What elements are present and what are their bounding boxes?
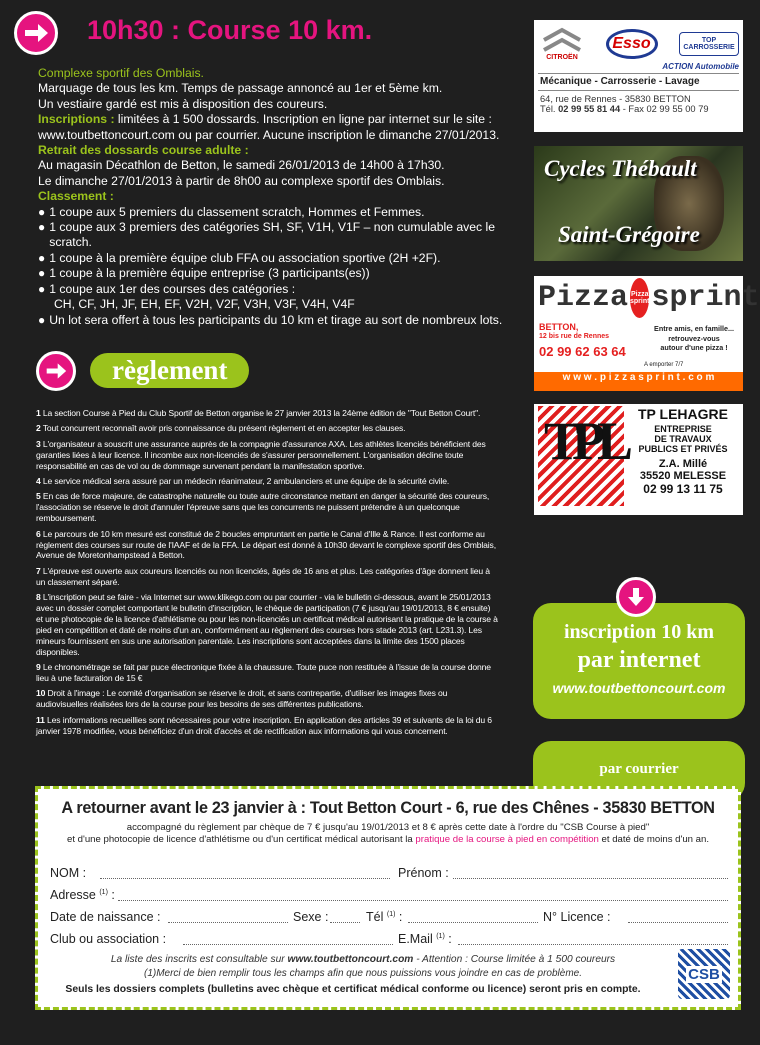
pizza-slogan-3: autour d'une pizza !	[660, 343, 728, 352]
company-name: ACTION Automobile	[662, 62, 739, 71]
reglement-title: règlement	[90, 353, 249, 388]
inscription-label: inscription 10 km	[563, 621, 715, 643]
rule-item: 11 Les informations recueillies sont nécessaires pour votre inscription. En application des articles 39 et suivants de la loi du 6 janvier 1978 modifiée, vous bénéficiez d'un droit d'accès et de rectification aux informations qui vous concernent.	[36, 714, 492, 736]
course-info	[38, 66, 528, 328]
rule-item: 10 Droit à l'image : Le comité d'organisation se réserve le droit, et sans contrepartie, d'utiliser les images fixes ou audiovisuelles réalisées lors de la course pour les besoins de ses différentes publications.	[36, 688, 448, 710]
rule-item: 9 Le chronométrage se fait par puce électronique fixée à la chaussure. Toute puce non restituée à l'issue de la course donne lieu à une facturation de 15 €	[36, 662, 491, 684]
date-input[interactable]	[168, 922, 288, 923]
pizza-emporter: A emporter 7/7	[644, 362, 684, 368]
internet-label: par internet	[577, 647, 701, 673]
licence-label: N° Licence :	[543, 910, 611, 924]
pizza-phone: 02 99 62 63 64	[539, 344, 626, 359]
list-item: ● 1 coupe aux 1er des courses des catégories :	[38, 281, 296, 296]
rule-item: 3 L'organisateur a souscrit une assurance auprès de la compagnie d'assurance AXA. Les athlètes licenciés bénéficient des garanties liées à leur licence. Il incombe aux non-licenciés de s'assurer personnellement. L'organisation décline toute responsabilité en cas de vol ou de dommage survenant pendant la manifestation sportive.	[36, 438, 486, 471]
club-input[interactable]	[183, 944, 393, 945]
esso-logo: Esso	[606, 29, 658, 59]
list-item: ● 1 coupe aux 5 premiers du classement scratch, Hommes et Femmes.	[38, 204, 425, 219]
top-carrosserie-logo: TOP CARROSSERIE	[679, 32, 739, 56]
services-label: Mécanique - Carrosserie - Lavage	[540, 76, 700, 87]
sprint-word: sprint	[651, 281, 760, 315]
ad-tp-lehagre	[534, 404, 743, 515]
course-marking: Marquage de tous les km. Temps de passage annoncé au 1er et 5ème km.	[38, 81, 443, 96]
classement-label: Classement :	[38, 189, 114, 204]
tp-name: TP LEHAGRE	[638, 406, 728, 422]
form-sub-2: et d'une photocopie de licence d'athlétisme ou d'un certificat médical autorisant la pratique de la course à pied en compétition et daté de moins d'un an.	[67, 834, 709, 845]
tel-input[interactable]	[408, 922, 538, 923]
inscriptions-line	[38, 112, 528, 127]
address-label: 64, rue de Rennes - 35830 BETTON	[540, 94, 691, 104]
inscription-url[interactable]: www.toutbettoncourt.com	[552, 680, 726, 696]
csb-logo: CSB	[678, 949, 730, 999]
inscriptions-label: Inscriptions :	[38, 112, 115, 127]
list-item: ● Un lot sera offert à tous les participants du 10 km et tirage au sort de nombreux lots.	[38, 312, 503, 327]
rule-item: 7 L'épreuve est ouverte aux coureurs licenciés ou non licenciés, âgés de 16 ans et plus. Les catégories d'âge donnent lieu à un classement séparé.	[36, 565, 490, 587]
pizza-slogan-2: retrouvez-vous	[668, 333, 720, 343]
pizza-city: BETTON,	[539, 322, 579, 332]
inscriptions-text: limitées à 1 500 dossards. Inscription en ligne par internet sur le site :	[114, 112, 492, 127]
citroen-label: CITROËN	[546, 54, 578, 61]
venue-label: Complexe sportif des Omblais.	[38, 66, 204, 80]
course-locker: Un vestiaire gardé est mis à disposition des coureurs.	[38, 96, 328, 111]
pizza-street: 12 bis rue de Rennes	[539, 333, 610, 340]
cycles-subtitle: Saint-Grégoire	[558, 222, 700, 247]
tp-line-4: Z.A. Millé	[658, 458, 708, 470]
adresse-label: Adresse	[50, 888, 96, 902]
prenom-input[interactable]	[453, 878, 728, 879]
licence-input[interactable]	[628, 922, 728, 923]
ad-pizza-sprint	[534, 276, 760, 391]
tp-line-3: PUBLICS ET PRIVÉS	[638, 444, 728, 454]
tp-line-1: ENTREPRISE	[654, 424, 712, 434]
arrow-circle-icon	[14, 11, 58, 55]
retrait-line-1: Au magasin Décathlon de Betton, le samedi 26/01/2013 de 14h00 à 17h30.	[38, 158, 445, 173]
tp-line-2: DE TRAVAUX	[654, 434, 712, 444]
rule-item: 5 En cas de force majeure, de catastrophe naturelle ou toute autre circonstance mettant en danger la sécurité des coureurs, l'association se réserve le droit d'annuler l'épreuve sans que les concurrents ne puissent prétendre à un quelconque remboursement.	[36, 491, 490, 524]
email-input[interactable]	[458, 944, 728, 945]
pizza-url: w w w . p i z z a s p r i n t . c o m	[562, 372, 715, 383]
adresse-input[interactable]	[118, 900, 728, 901]
inscriptions-text-2: www.toutbettoncourt.com ou par courrier. Aucune inscription le dimanche 27/01/2013.	[38, 127, 500, 142]
form-final: Seuls les dossiers complets (bulletins avec chèque et certificat médical conforme ou licence) seront pris en compte.	[65, 984, 641, 995]
pizza-badge: Pizza sprint	[630, 278, 649, 318]
nom-input[interactable]	[100, 878, 390, 879]
tel-label: Tél	[366, 910, 384, 924]
list-item: ● 1 coupe à la première équipe club FFA ou association sportive (2H +2F).	[38, 250, 441, 265]
categories-line: CH, CF, JH, JF, EH, EF, V2H, V2F, V3H, V3F, V4H, V4F	[54, 297, 355, 312]
rules-list	[36, 408, 498, 741]
citroen-logo-icon	[540, 26, 584, 54]
retrait-label: Retrait des dossards course adulte :	[38, 143, 249, 158]
inscription-internet-box	[533, 603, 745, 719]
registration-form: A retourner avant le 23 janvier à : Tout Betton Court - 6, rue des Chênes - 35830 BETTON accompagné du règlement par chèque de 7 € jusqu'au 19/01/2013 et 8 € après cette date à l'ordre du "CSB Course à pied" et d'une photocopie de licence d'athlétisme ou d'un certificat médical autorisant la pratique de la course à pied en compétition et daté de moins d'un an. NOM : Prénom : Adresse $^{(1)}$ : Date de naissance : Sexe : Tél $^{(1)}$ : N° Licence : Club ou association : E.Mail $^{(1)}$ : La liste des inscrits est consultable sur www.toutbettoncourt.com - Attention : Course limitée à 1 500 coureurs (1)Merci de bien remplir tous les champs afin que nous puissions vous joindre en cas de problème. Seuls les dossiers complets (bulletins avec chèque et certificat médical conforme ou licence) seront pris en compte. CSB	[35, 786, 741, 1010]
date-label: Date de naissance :	[50, 910, 161, 924]
cycles-title: Cycles Thébault	[544, 156, 697, 181]
pizza-word: Pizza	[538, 281, 629, 315]
rule-item: 2 Tout concurrent reconnaît avoir pris connaissance du présent règlement et en accepter les clauses.	[36, 423, 406, 434]
email-label: E.Mail	[398, 932, 433, 946]
prenom-label: Prénom :	[398, 866, 449, 880]
tp-logo: TPL	[538, 406, 624, 506]
tp-line-5: 35520 MELESSE	[639, 470, 727, 482]
page-title: 10h30 : Course 10 km.	[87, 15, 373, 45]
pizza-slogan-1: Entre amis, en famille...	[654, 324, 734, 333]
form-headline: A retourner avant le 23 janvier à : Tout Betton Court - 6, rue des Chênes - 35830 BETTON	[61, 799, 715, 817]
rule-item: 1 La section Course à Pied du Club Sportif de Betton organise le 27 janvier 2013 la 24ème édition de "Tout Betton Court".	[36, 408, 481, 418]
tp-line-6: 02 99 13 11 75	[643, 482, 723, 496]
list-info: La liste des inscrits est consultable sur www.toutbettoncourt.com - Attention : Course limitée à 1 500 coureurs	[110, 954, 616, 965]
arrow-circle-icon	[36, 351, 76, 391]
retrait-line-2: Le dimanche 27/01/2013 à partir de 8h00 au complexe sportif des Omblais.	[38, 173, 445, 188]
club-label: Club ou association :	[50, 932, 167, 946]
list-item: ● 1 coupe à la première équipe entreprise (3 participants(es))	[38, 266, 370, 281]
rule-item: 8 L'inscription peut se faire - via Internet sur www.klikego.com ou par courrier - via le bulletin ci-dessous, avant le 25/01/2013 avec un dossier complet comportant le bulletin d'inscription, le chèque de participation (7 € jusqu'au 19/01/2013, 8 € ensuite) et une photocopie de la licence d'athlétisme ou pour les non-licenciés un certificat médical autorisant la pratique de la course à pied en compétition et daté de moins d'un an, conformément au règlement des courses hors stade 2013 (art. L231.3). Les mineurs fournissent en sus une autorisation parentale. Les inscriptions sont acceptées dans la limite des 1500 places disponibles.	[36, 592, 498, 657]
ad-action-automobile	[534, 20, 743, 132]
form-sub-1: accompagné du règlement par chèque de 7 € jusqu'au 19/01/2013 et 8 € après cette date à l'ordre du "CSB Course à pied"	[126, 822, 650, 833]
list-item: ● 1 coupe aux 3 premiers des catégories SH, SF, V1H, V1F – non cumulable avec le scratch.	[38, 220, 496, 250]
ad-cycles-thebault	[534, 146, 743, 261]
sexe-input[interactable]	[330, 922, 360, 923]
sexe-label: Sexe :	[293, 910, 329, 924]
rule-item: 4 Le service médical sera assuré par un médecin réanimateur, 2 ambulanciers et une équipe de la sécurité civile.	[36, 476, 450, 487]
rule-item: 6 Le parcours de 10 km mesuré est constitué de 2 boucles empruntant en partie le Canal d'Ille & Rance. Il est conforme au règlement des courses sur route de l'IAAF et de la FFA. Le départ est donné à 10h30 devant le complexe sportif des Omblais, Avenue de Moretonhampstead à Betton.	[36, 528, 496, 561]
nom-label: NOM :	[50, 866, 87, 880]
form-note: (1)Merci de bien remplir tous les champs afin que nous puissions vous joindre en cas de problème.	[143, 968, 582, 979]
courrier-label: par courrier	[599, 761, 679, 777]
arrow-down-icon	[616, 577, 656, 617]
phone-line: Tél. 02 99 55 81 44 - Fax 02 99 55 00 79	[540, 104, 709, 114]
